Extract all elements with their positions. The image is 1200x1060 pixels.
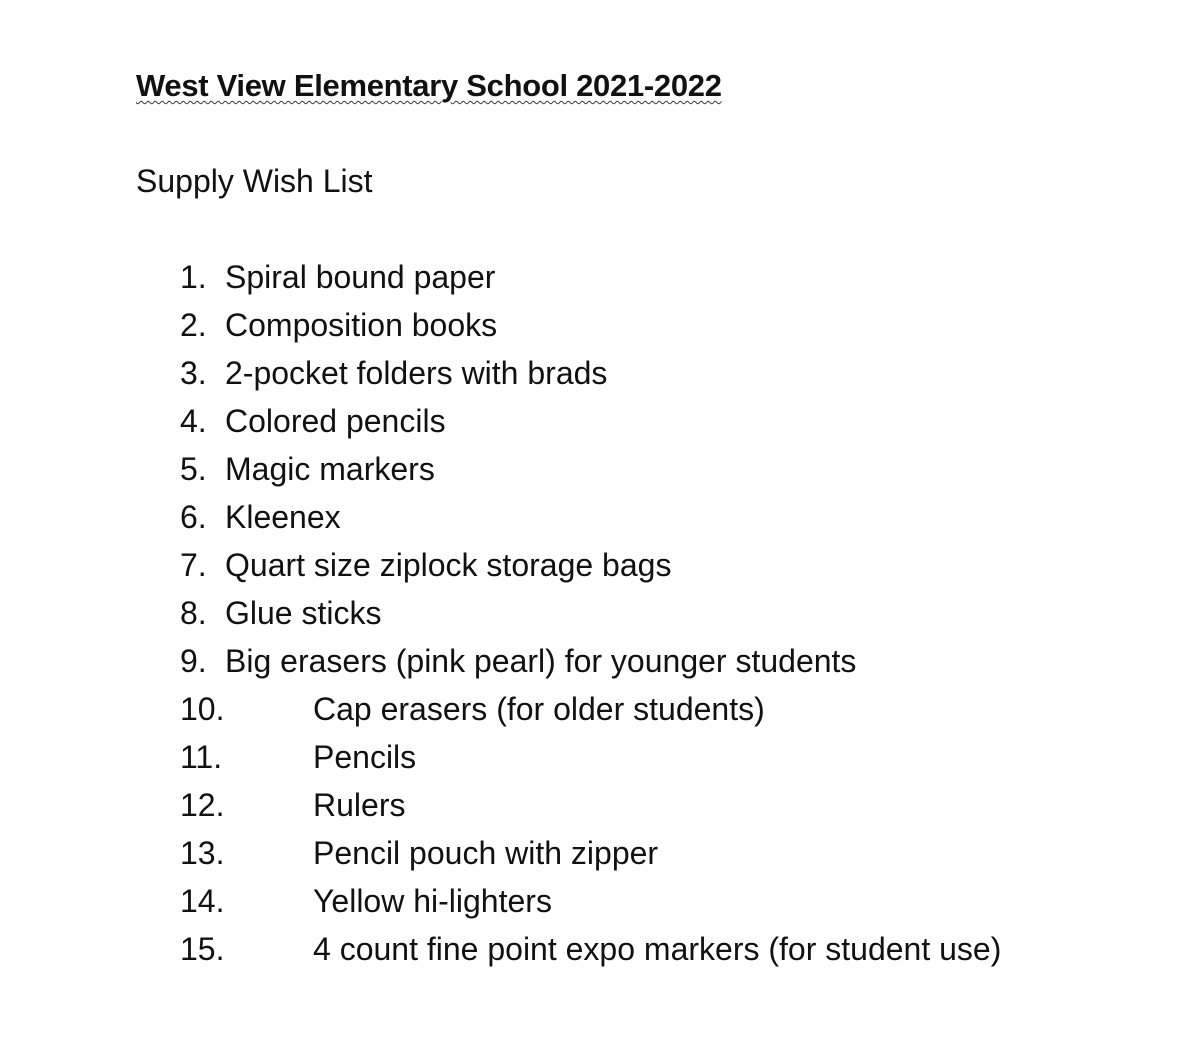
list-item	[0, 349, 1200, 397]
list-item-number: 9.	[180, 643, 207, 679]
list-item-number: 3.	[180, 355, 207, 391]
list-item-number: 1.	[180, 259, 207, 295]
list-item-number: 6.	[180, 499, 207, 535]
list-item-text: Magic markers	[225, 451, 435, 487]
list-item-text: 4 count fine point expo markers (for student use)	[313, 931, 1002, 967]
list-item-text: Pencil pouch with zipper	[313, 835, 659, 871]
list-item-text: Composition books	[225, 307, 498, 343]
list-item-number: 4.	[180, 403, 207, 439]
list-item-text: Yellow hi-lighters	[313, 883, 552, 919]
list-item-number: 8.	[180, 595, 207, 631]
list-item	[0, 781, 1200, 829]
list-item-text: Kleenex	[225, 499, 341, 535]
list-item	[0, 589, 1200, 637]
list-item	[0, 397, 1200, 445]
list-item-text: Glue sticks	[225, 595, 382, 631]
list-item-text: Quart size ziplock storage bags	[225, 547, 672, 583]
list-item	[0, 493, 1200, 541]
list-item-number: 11.	[180, 739, 223, 775]
list-item-number: 14.	[180, 883, 225, 919]
list-item-text: Colored pencils	[225, 403, 446, 439]
list-item-text: Cap erasers (for older students)	[313, 691, 765, 727]
list-item-number: 15.	[180, 931, 225, 967]
list-item	[0, 637, 1200, 685]
list-item-number: 5.	[180, 451, 207, 487]
supply-list	[0, 253, 1200, 973]
document-title: West View Elementary School 2021-2022	[136, 68, 722, 103]
list-item	[0, 685, 1200, 733]
list-item-number: 10.	[180, 691, 225, 727]
list-item	[0, 877, 1200, 925]
list-item	[0, 829, 1200, 877]
list-item	[0, 253, 1200, 301]
list-item-number: 13.	[180, 835, 225, 871]
list-item-text: Pencils	[313, 739, 417, 775]
list-item	[0, 733, 1200, 781]
list-item-text: 2-pocket folders with brads	[225, 355, 608, 391]
list-item	[0, 925, 1200, 973]
list-item-text: Rulers	[313, 787, 406, 823]
list-item-text: Big erasers (pink pearl) for younger students	[225, 643, 857, 679]
list-item	[0, 541, 1200, 589]
list-item-text: Spiral bound paper	[225, 259, 496, 295]
list-item-number: 7.	[180, 547, 207, 583]
list-item	[0, 301, 1200, 349]
list-item-number: 2.	[180, 307, 207, 343]
document-subtitle: Supply Wish List	[136, 163, 373, 199]
list-item-number: 12.	[180, 787, 225, 823]
list-item	[0, 445, 1200, 493]
